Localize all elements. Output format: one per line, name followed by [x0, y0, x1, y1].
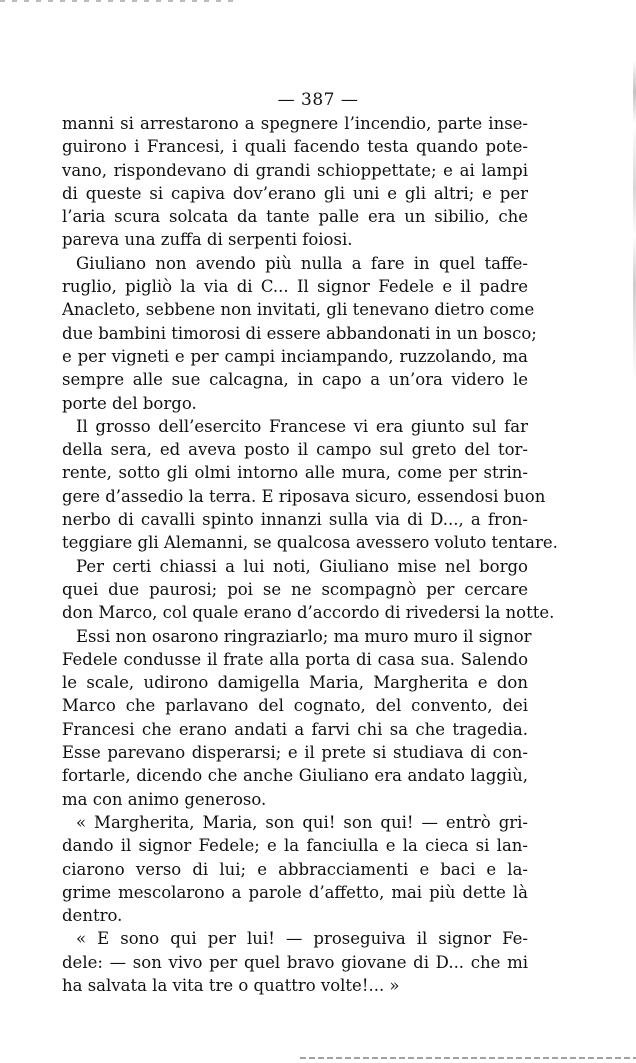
text-line: l’aria scura solcata da tante palle era un sibilio, che: [62, 207, 528, 227]
page-number: — 387 —: [277, 90, 359, 110]
text-line: « Margherita, Maria, son qui! son qui! — entrò gri-: [76, 812, 528, 832]
text-line: Giuliano non avendo più nulla a fare in quel taffe-: [76, 253, 528, 273]
text-line: Esse parevano disperarsi; e il prete si studiava di con-: [62, 743, 528, 763]
scan-edge-bottom: [300, 1057, 636, 1059]
text-line: le scale, udirono damigella Maria, Margherita e don: [62, 673, 528, 693]
text-line: nerbo di cavalli spinto innanzi sulla via di D..., a fron-: [62, 510, 528, 530]
text-line: e per vigneti e per campi inciampando, ruzzolando, ma: [62, 346, 528, 366]
scan-edge-top: [0, 0, 240, 2]
text-line: fortarle, dicendo che anche Giuliano era andato laggiù,: [62, 766, 528, 786]
text-line: quei due paurosi; poi se ne scompagnò per cercare: [62, 579, 528, 599]
text-line: Il grosso dell’esercito Francese vi era giunto sul far: [76, 416, 528, 436]
text-line: della sera, ed aveva posto il campo sul greto del tor-: [62, 440, 528, 460]
text-line: manni si arrestarono a spegnere l’incendio, parte inse-: [62, 114, 528, 133]
text-line: teggiare gli Alemanni, se qualcosa avessero voluto tentare.: [62, 533, 558, 553]
text-line: pareva una zuffa di serpenti foiosi.: [62, 230, 353, 250]
text-line: porte del borgo.: [62, 393, 197, 413]
text-line: dando il signor Fedele; e la fanciulla e la cieca si lan-: [62, 836, 528, 856]
text-line: ha salvata la vita tre o quattro volte!... »: [62, 975, 400, 995]
text-line: vano, rispondevano di grandi schioppettate; e ai lampi: [62, 160, 528, 180]
text-line: « E sono qui per lui! — proseguiva il signor Fe-: [76, 929, 528, 949]
text-line: dele: — son vivo per quel bravo giovane di D... che mi: [62, 952, 528, 972]
text-line: grime mescolarono a parole d’affetto, mai più dette là: [62, 882, 528, 902]
text-line: ruglio, pigliò la via di C... Il signor Fedele e il padre: [62, 277, 528, 297]
text-line: di queste si capiva dov’erano gli uni e gli altri; e per: [62, 183, 528, 203]
text-line: Fedele condusse il frate alla porta di casa sua. Salendo: [62, 649, 528, 669]
text-line: dentro.: [62, 906, 123, 926]
text-line: Francesi che erano andati a farvi chi sa che tragedia.: [62, 719, 528, 739]
text-line: Per certi chiassi a lui noti, Giuliano mise nel borgo: [76, 556, 528, 576]
text-line: gere d’assedio la terra. E riposava sicuro, essendosi buon: [62, 486, 546, 506]
text-line: Anacleto, sebbene non invitati, gli tenevano dietro come: [62, 300, 535, 320]
text-line: Essi non osarono ringraziarlo; ma muro muro il signor: [76, 626, 532, 646]
text-line: guirono i Francesi, i quali facendo testa quando pote-: [62, 137, 528, 157]
text-line: don Marco, col quale erano d’accordo di rivedersi la notte.: [62, 603, 555, 623]
body-text: [62, 112, 558, 997]
text-line: rente, sotto gli olmi intorno alle mura, come per strin-: [62, 463, 528, 483]
text-line: Marco che parlavano del cognato, del convento, dei: [62, 696, 528, 716]
text-line: ciarono verso di lui; e abbracciamenti e baci e la-: [62, 859, 528, 879]
text-line: due bambini timorosi di essere abbandonati in un bosco;: [62, 323, 537, 343]
text-line: ma con animo generoso.: [62, 789, 267, 809]
text-line: sempre alle sue calcagna, in capo a un’ora videro le: [62, 370, 528, 390]
